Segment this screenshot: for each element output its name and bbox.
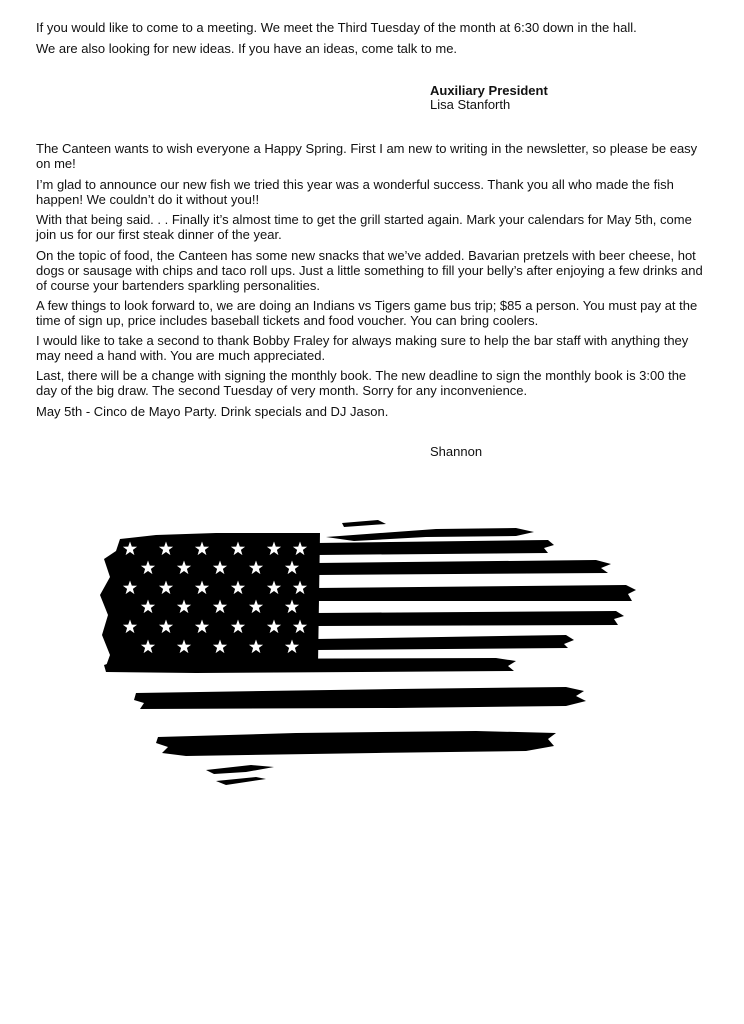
canteen-paragraph-fish: I’m glad to announce our new fish we tried this year was a wonderful success. Thank you all who made the fish happen! We couldn’t do it without you!! bbox=[36, 177, 674, 207]
canteen-paragraph-cinco-de-mayo: May 5th - Cinco de Mayo Party. Drink specials and DJ Jason. bbox=[36, 404, 389, 419]
canteen-signature-name: Shannon bbox=[430, 444, 483, 459]
canteen-paragraph-spring: The Canteen wants to wish everyone a Happy Spring. First I am new to writing in the newsletter, so please be easy on me! bbox=[36, 141, 698, 171]
canteen-paragraph-bus-trip: A few things to look forward to, we are doing an Indians vs Tigers game bus trip; $85 a person. You must pay at the time of sign up, price includes baseball tickets and food voucher. You can bring coolers. bbox=[36, 298, 698, 328]
canteen-paragraph-monthly-book: Last, there will be a change with signing the monthly book. The new deadline to sign the monthly book is 3:00 the day of the big draw. The second Tuesday of very month. Sorry for any inconvenience. bbox=[36, 368, 687, 398]
auxiliary-signature-name: Lisa Stanforth bbox=[430, 97, 511, 112]
canteen-paragraph-thanks: I would like to take a second to thank Bobby Fraley for always making sure to help the bar staff with anything they may need a hand with. You are much appreciated. bbox=[36, 333, 689, 363]
canteen-paragraph-snacks: On the topic of food, the Canteen has some new snacks that we’ve added. Bavarian pretzels with beer cheese, hot dogs or sausage with chips and taco roll ups. Just a little something to fill your belly’s after enjoying a few drinks and of course your bartenders sparkling personalities. bbox=[36, 248, 703, 293]
distressed-american-flag-icon bbox=[96, 515, 636, 795]
canteen-paragraph-grill: With that being said. . . Finally it’s almost time to get the grill started again. Mark your calendars for May 5th, come join us for our first steak dinner of the year. bbox=[36, 212, 692, 242]
auxiliary-signature-title: Auxiliary President bbox=[430, 83, 548, 98]
meeting-info-text: If you would like to come to a meeting. We meet the Third Tuesday of the month at 6:30 down in the hall. bbox=[36, 20, 637, 35]
new-ideas-text: We are also looking for new ideas. If you have an ideas, come talk to me. bbox=[36, 41, 458, 56]
